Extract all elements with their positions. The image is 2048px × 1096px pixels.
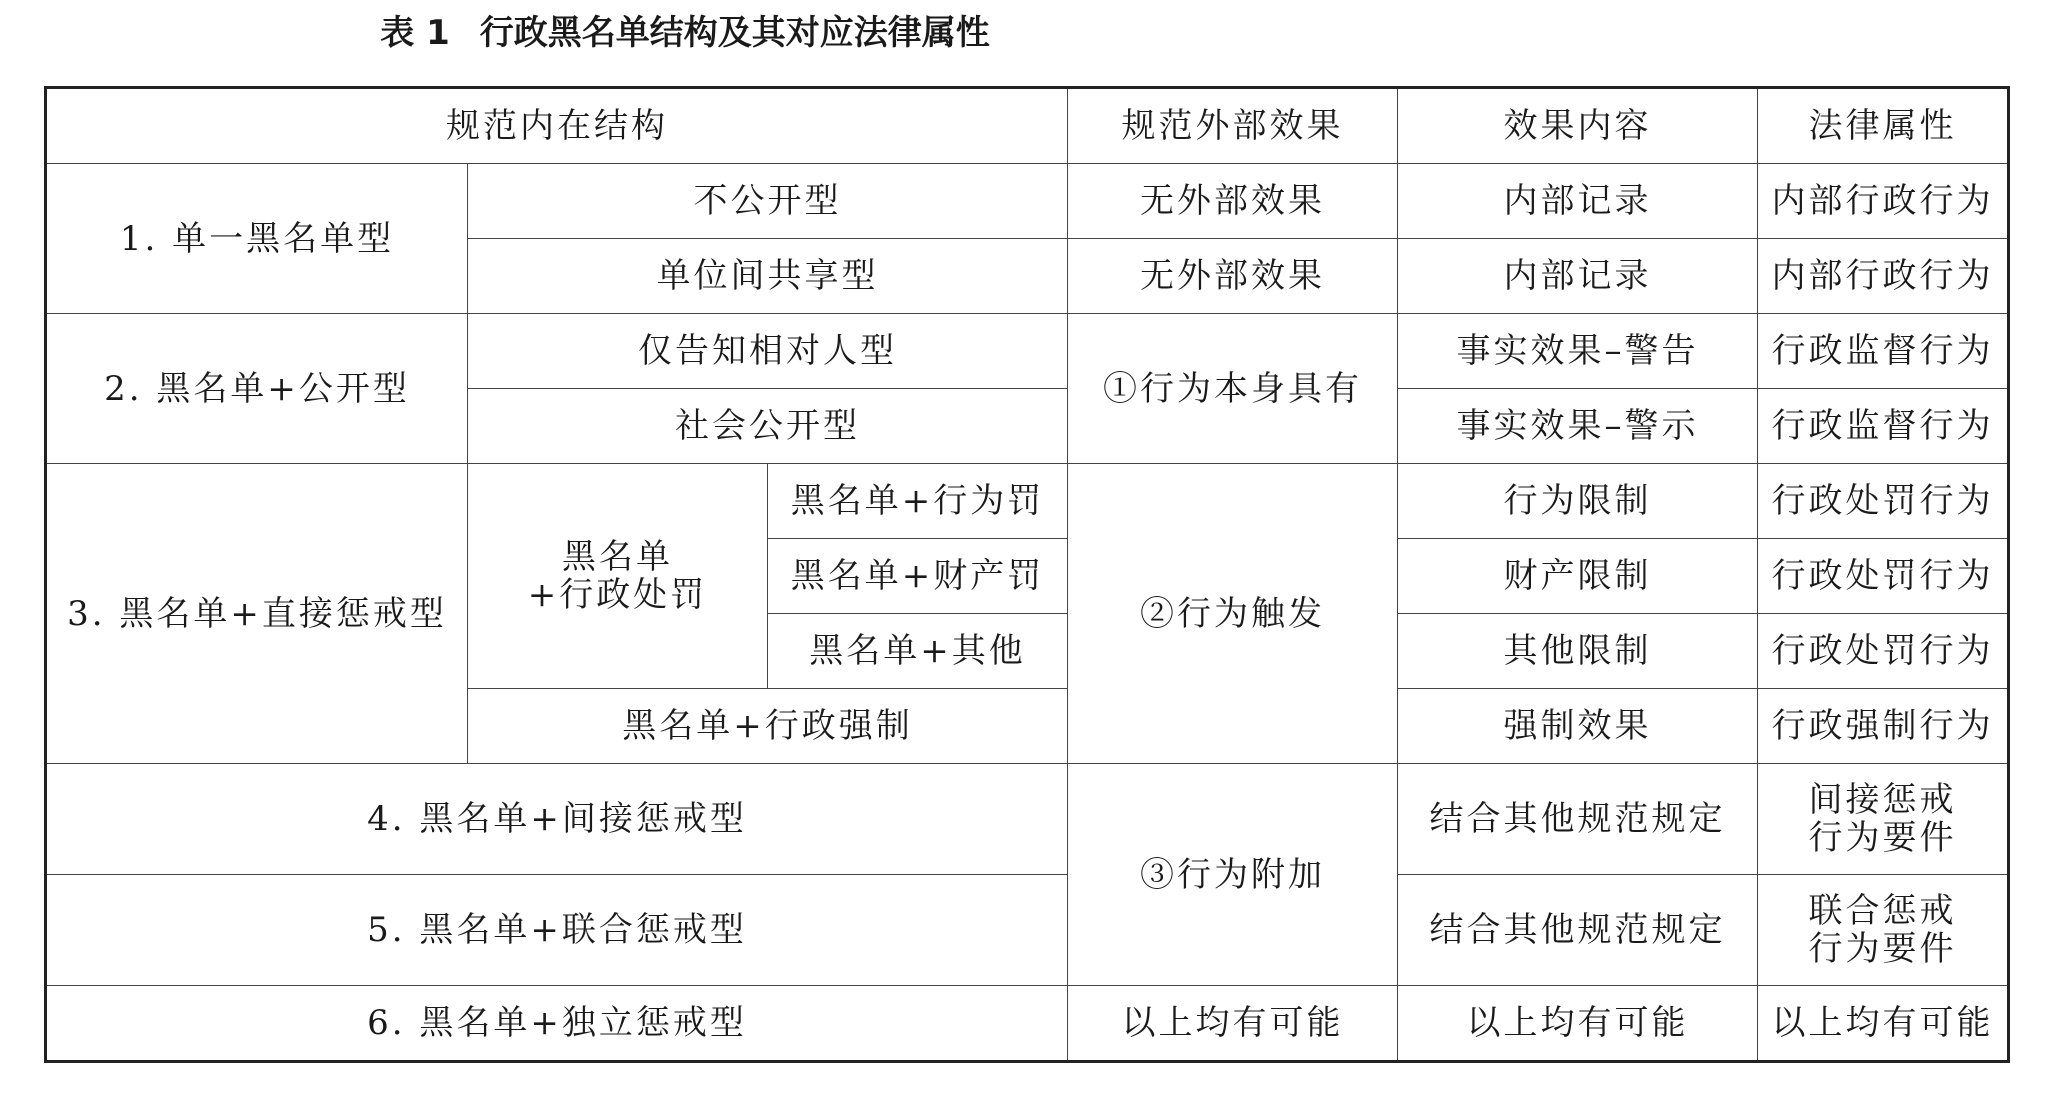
type2-sub1-attribute: 行政监督行为	[1758, 314, 2009, 389]
type5-attribute-line2: 行为要件	[1808, 929, 1957, 969]
type3-sub2-name: 黑名单+财产罚	[768, 539, 1068, 614]
table-row	[46, 314, 2009, 389]
type2-sub2-content: 事实效果–警示	[1398, 389, 1758, 464]
table-row	[46, 875, 2009, 986]
type1-sub1-name: 不公开型	[468, 164, 1068, 239]
type5-label: 5. 黑名单+联合惩戒型	[46, 875, 1068, 986]
header-external-effect: 规范外部效果	[1068, 88, 1398, 164]
type6-content: 以上均有可能	[1398, 986, 1758, 1062]
table-row	[46, 164, 2009, 239]
type3-label: 3. 黑名单+直接惩戒型	[46, 464, 468, 764]
table-caption	[0, 8, 1370, 58]
type3-sub1-name: 黑名单+行为罚	[768, 464, 1068, 539]
type6-effect: 以上均有可能	[1068, 986, 1398, 1062]
header-structure: 规范内在结构	[46, 88, 1068, 164]
type1-sub2-name: 单位间共享型	[468, 239, 1068, 314]
type3-sub4-attribute: 行政强制行为	[1758, 689, 2009, 764]
type45-effect: ③行为附加	[1068, 764, 1398, 986]
type3-sub3-content: 其他限制	[1398, 614, 1758, 689]
type5-attribute-line1: 联合惩戒	[1808, 891, 1957, 931]
type3-sub1-content: 行为限制	[1398, 464, 1758, 539]
type5-attribute	[1758, 875, 2009, 986]
header-row	[46, 88, 2009, 164]
type3-effect: ②行为触发	[1068, 464, 1398, 764]
type4-content: 结合其他规范规定	[1398, 764, 1758, 875]
table-row	[46, 464, 2009, 539]
type2-sub1-content: 事实效果–警告	[1398, 314, 1758, 389]
type3-sub4-content: 强制效果	[1398, 689, 1758, 764]
type3-group-line1: 黑名单	[562, 537, 673, 577]
type3-sub3-attribute: 行政处罚行为	[1758, 614, 2009, 689]
type3-sub2-content: 财产限制	[1398, 539, 1758, 614]
header-effect-content: 效果内容	[1398, 88, 1758, 164]
table-title: 行政黑名单结构及其对应法律属性	[479, 13, 990, 53]
type1-sub1-attribute: 内部行政行为	[1758, 164, 2009, 239]
type4-attribute-line1: 间接惩戒	[1808, 780, 1957, 820]
table-number: 表 1	[380, 13, 450, 53]
blacklist-table	[44, 86, 2010, 1063]
type6-attribute: 以上均有可能	[1758, 986, 2009, 1062]
type2-effect: ①行为本身具有	[1068, 314, 1398, 464]
table-row	[46, 986, 2009, 1062]
type2-sub2-name: 社会公开型	[468, 389, 1068, 464]
type3-sub2-attribute: 行政处罚行为	[1758, 539, 2009, 614]
type1-label: 1. 单一黑名单型	[46, 164, 468, 314]
type2-sub1-name: 仅告知相对人型	[468, 314, 1068, 389]
type4-attribute-line2: 行为要件	[1808, 818, 1957, 858]
type2-sub2-attribute: 行政监督行为	[1758, 389, 2009, 464]
type2-label: 2. 黑名单+公开型	[46, 314, 468, 464]
type6-label: 6. 黑名单+独立惩戒型	[46, 986, 1068, 1062]
type4-attribute	[1758, 764, 2009, 875]
type5-content: 结合其他规范规定	[1398, 875, 1758, 986]
type1-sub2-effect: 无外部效果	[1068, 239, 1398, 314]
type3-group-label	[468, 464, 768, 689]
type3-group-line2: +行政处罚	[527, 575, 708, 615]
table-row	[46, 764, 2009, 875]
type3-sub1-attribute: 行政处罚行为	[1758, 464, 2009, 539]
type1-sub2-content: 内部记录	[1398, 239, 1758, 314]
type1-sub1-content: 内部记录	[1398, 164, 1758, 239]
type1-sub2-attribute: 内部行政行为	[1758, 239, 2009, 314]
type3-sub3-name: 黑名单+其他	[768, 614, 1068, 689]
header-legal-attribute: 法律属性	[1758, 88, 2009, 164]
type4-label: 4. 黑名单+间接惩戒型	[46, 764, 1068, 875]
type3-sub4-name: 黑名单+行政强制	[468, 689, 1068, 764]
type1-sub1-effect: 无外部效果	[1068, 164, 1398, 239]
